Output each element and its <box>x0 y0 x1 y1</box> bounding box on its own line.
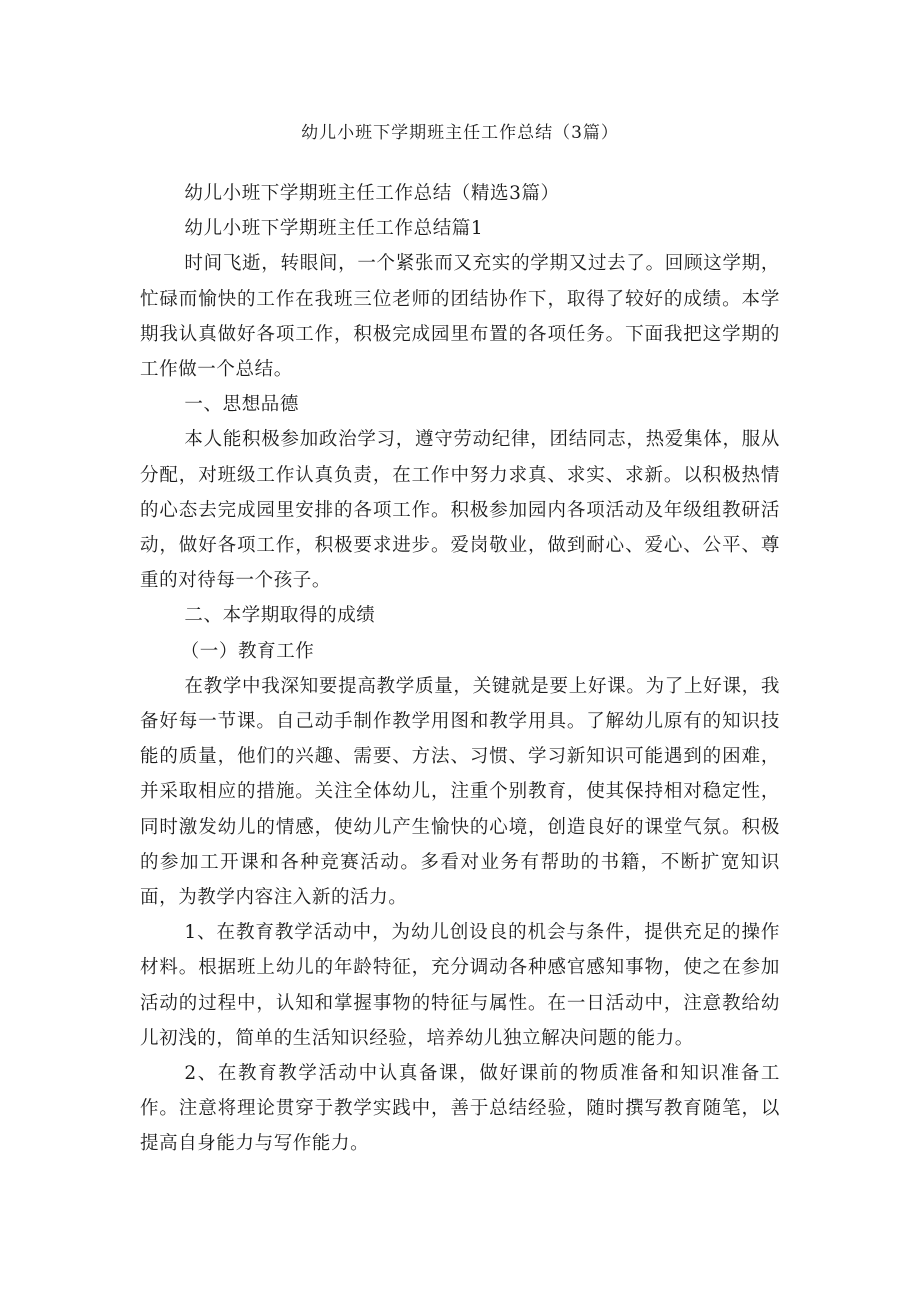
heading-achievements: 二、本学期取得的成绩 <box>184 605 376 627</box>
paragraph-point-2: 2、在教育教学活动中认真备课，做好课前的物质准备和知识准备工作。注意将理论贯穿于教学实践中，善于总结经验，随时撰写教育随笔，以提高自身能力与写作能力。 <box>140 1063 780 1155</box>
heading-education-work: （一）教育工作 <box>180 640 315 662</box>
paragraph-intro: 时间飞逝，转眼间，一个紧张而又充实的学期又过去了。回顾这学期，忙碌而愉快的工作在我班三位老师的团结协作下，取得了较好的成绩。本学期我认真做好各项工作，积极完成园里布置的各项任务。下面我把这学期的工作做一个总结。 <box>140 253 780 381</box>
subtitle: 幼儿小班下学期班主任工作总结（精选3篇） <box>184 183 560 204</box>
heading-ideology: 一、思想品德 <box>184 394 299 416</box>
paragraph-point-1: 1、在教育教学活动中，为幼儿创设良的机会与条件，提供充足的操作材料。根据班上幼儿的年龄特征，充分调动各种感官感知事物，使之在参加活动的过程中，认知和掌握事物的特征与属性。在一日活动中，注意教给幼儿初浅的，简单的生活知识经验，培养幼儿独立解决问题的能力。 <box>140 922 780 1049</box>
paragraph-ideology: 本人能积极参加政治学习，遵守劳动纪律，团结同志，热爱集体，服从分配，对班级工作认真负责，在工作中努力求真、求实、求新。以积极热情的心态去完成园里安排的各项工作。积极参加园内各项活动及年级组教研活动，做好各项工作，积极要求进步。爱岗敬业，做到耐心、爱心、公平、尊重的对待每一个孩子。 <box>140 429 780 592</box>
section-title: 幼儿小班下学期班主任工作总结篇1 <box>184 218 484 240</box>
document-title: 幼儿小班下学期班主任工作总结（3篇） <box>301 123 619 143</box>
paragraph-teaching: 在教学中我深知要提高教学质量，关键就是要上好课。为了上好课，我备好每一节课。自己动手制作教学用图和教学用具。了解幼儿原有的知识技能的质量，他们的兴趣、需要、方法、习惯、学习新知识可能遇到的困难，并采取相应的措施。关注全体幼儿，注重个别教育，使其保持相对稳定性，同时激发幼儿的情感，使幼儿产生愉快的心境，创造良好的课堂气氛。积极的参加工开课和各种竞赛活动。多看对业务有帮助的书籍，不断扩宽知识面，为教学内容注入新的活力。 <box>140 675 780 909</box>
document-body <box>140 176 780 1162</box>
